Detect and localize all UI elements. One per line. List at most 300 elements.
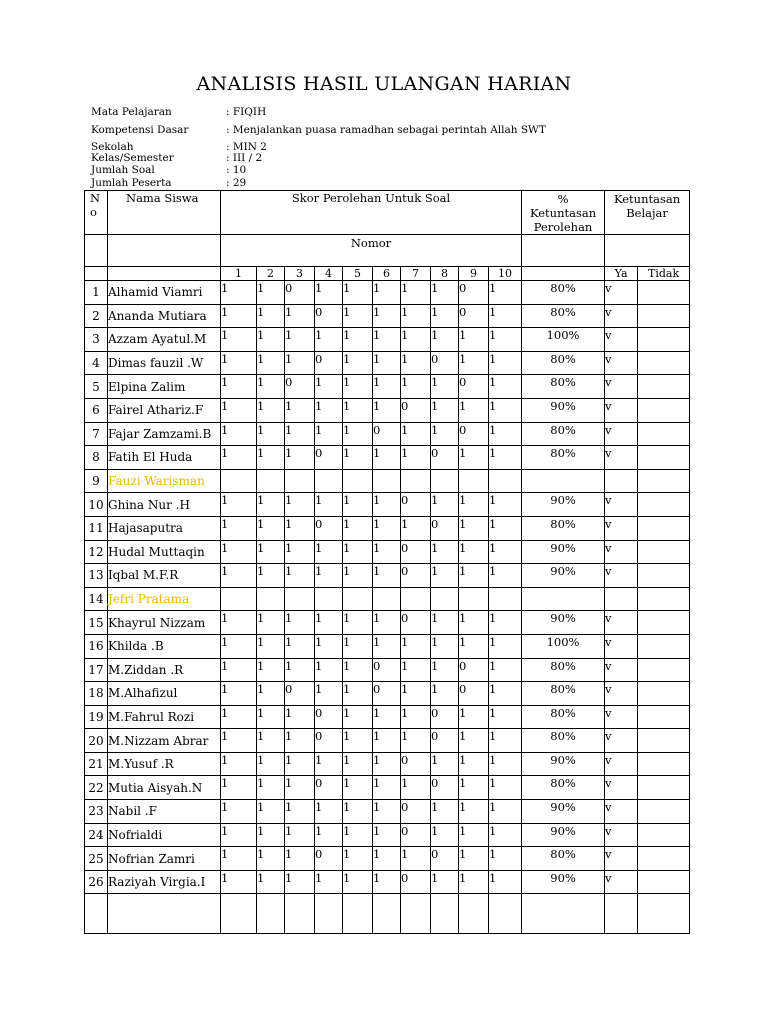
student-name: Ghina Nur .H [108, 493, 221, 517]
student-name: Fauzi Warisman [108, 469, 221, 493]
info-value: : FIQIH [226, 106, 267, 118]
score-cell: 0 [315, 776, 343, 800]
score-cell: 1 [257, 422, 285, 446]
score-cell: 1 [221, 351, 257, 375]
score-cell: 1 [315, 611, 343, 635]
score-cell: 0 [315, 351, 343, 375]
score-cell: 1 [431, 564, 459, 588]
score-cell [431, 587, 459, 611]
ketuntasan-ya: v [605, 847, 638, 871]
score-cell [489, 587, 522, 611]
header-nomor-row [85, 235, 690, 267]
score-cell: 1 [343, 540, 373, 564]
row-number: 7 [85, 422, 108, 446]
ketuntasan-percent: 90% [522, 398, 605, 422]
ketuntasan-percent: 80% [522, 658, 605, 682]
header-nama-siswa: Nama Siswa [108, 191, 221, 235]
score-cell: 0 [373, 658, 401, 682]
row-number: 23 [85, 800, 108, 824]
score-cell: 0 [401, 611, 431, 635]
ketuntasan-ya: v [605, 422, 638, 446]
score-cell: 1 [315, 823, 343, 847]
score-cell: 1 [373, 564, 401, 588]
score-cell: 1 [459, 493, 489, 517]
ketuntasan-tidak [638, 281, 690, 305]
score-cell: 1 [373, 446, 401, 470]
header-cell-empty [522, 235, 605, 267]
score-cell: 0 [401, 800, 431, 824]
score-cell [221, 469, 257, 493]
ketuntasan-ya: v [605, 375, 638, 399]
score-cell: 1 [221, 375, 257, 399]
header-cell-empty [108, 235, 221, 267]
ketuntasan-tidak [638, 375, 690, 399]
score-cell: 1 [431, 870, 459, 894]
score-cell: 1 [221, 281, 257, 305]
score-cell: 1 [257, 705, 285, 729]
header-soal-2: 2 [257, 267, 285, 281]
score-cell: 1 [343, 304, 373, 328]
row-number: 17 [85, 658, 108, 682]
score-cell: 1 [257, 634, 285, 658]
score-cell: 1 [489, 281, 522, 305]
score-cell: 1 [221, 752, 257, 776]
score-cell [401, 587, 431, 611]
score-cell: 1 [343, 328, 373, 352]
header-ya: Ya [605, 267, 638, 281]
empty-cell [85, 894, 108, 934]
score-cell: 1 [489, 351, 522, 375]
ketuntasan-tidak [638, 398, 690, 422]
info-label: Kelas/Semester [91, 152, 174, 164]
score-cell: 0 [315, 847, 343, 871]
header-soal-8: 8 [431, 267, 459, 281]
score-cell: 1 [343, 422, 373, 446]
score-cell: 1 [373, 847, 401, 871]
score-cell: 1 [285, 398, 315, 422]
score-cell: 1 [285, 658, 315, 682]
table-row [85, 752, 690, 776]
score-cell: 0 [315, 729, 343, 753]
score-cell: 1 [257, 800, 285, 824]
score-cell: 1 [401, 422, 431, 446]
score-cell: 1 [489, 682, 522, 706]
row-number: 5 [85, 375, 108, 399]
ketuntasan-tidak [638, 587, 690, 611]
score-cell: 1 [221, 493, 257, 517]
header-ketuntasan-belajar: Ketuntasan Belajar [605, 191, 690, 235]
score-cell: 1 [257, 729, 285, 753]
score-cell: 0 [431, 351, 459, 375]
info-label: Jumlah Soal [91, 164, 155, 176]
ketuntasan-percent: 90% [522, 823, 605, 847]
score-cell: 1 [257, 682, 285, 706]
score-cell: 0 [285, 375, 315, 399]
ketuntasan-tidak [638, 304, 690, 328]
score-cell: 1 [431, 752, 459, 776]
score-cell: 1 [459, 752, 489, 776]
score-cell: 0 [315, 516, 343, 540]
score-cell: 1 [285, 847, 315, 871]
ketuntasan-ya: v [605, 705, 638, 729]
row-number: 13 [85, 564, 108, 588]
score-cell: 1 [285, 800, 315, 824]
score-cell [459, 587, 489, 611]
score-cell: 1 [401, 634, 431, 658]
score-cell: 1 [459, 516, 489, 540]
score-cell [315, 587, 343, 611]
score-cell: 1 [285, 516, 315, 540]
row-number: 8 [85, 446, 108, 470]
score-cell: 1 [285, 540, 315, 564]
score-cell: 1 [431, 800, 459, 824]
score-cell: 1 [315, 800, 343, 824]
score-cell: 0 [315, 304, 343, 328]
ketuntasan-tidak [638, 469, 690, 493]
score-cell: 1 [459, 847, 489, 871]
student-name: Nofrialdi [108, 823, 221, 847]
score-cell: 1 [343, 398, 373, 422]
score-cell: 1 [221, 398, 257, 422]
score-cell: 0 [285, 682, 315, 706]
score-cell: 1 [221, 823, 257, 847]
score-cell: 0 [401, 540, 431, 564]
info-value: : III / 2 [226, 152, 263, 164]
score-cell [257, 469, 285, 493]
score-cell: 1 [257, 776, 285, 800]
ketuntasan-percent: 80% [522, 422, 605, 446]
student-name: Khilda .B [108, 634, 221, 658]
score-cell: 1 [257, 281, 285, 305]
ketuntasan-tidak [638, 847, 690, 871]
ketuntasan-percent: 80% [522, 847, 605, 871]
table-row [85, 516, 690, 540]
empty-cell [522, 894, 605, 934]
score-cell: 1 [257, 493, 285, 517]
header-cell-empty [605, 235, 690, 267]
student-name: Mutia Aisyah.N [108, 776, 221, 800]
table-row [85, 682, 690, 706]
score-cell: 1 [257, 351, 285, 375]
ketuntasan-ya: v [605, 800, 638, 824]
score-cell: 1 [343, 516, 373, 540]
score-cell: 1 [373, 870, 401, 894]
score-cell: 0 [431, 847, 459, 871]
score-cell: 1 [343, 611, 373, 635]
student-name: Nabil .F [108, 800, 221, 824]
score-cell: 0 [401, 398, 431, 422]
student-name: Dimas fauzil .W [108, 351, 221, 375]
student-name: M.Yusuf .R [108, 752, 221, 776]
score-cell: 1 [221, 540, 257, 564]
score-cell: 1 [489, 800, 522, 824]
score-cell: 1 [373, 776, 401, 800]
ketuntasan-ya [605, 587, 638, 611]
score-cell: 0 [401, 870, 431, 894]
row-number: 21 [85, 752, 108, 776]
score-cell: 1 [373, 328, 401, 352]
table-row [85, 847, 690, 871]
score-cell: 0 [459, 375, 489, 399]
score-cell: 1 [285, 823, 315, 847]
ketuntasan-percent [522, 587, 605, 611]
ketuntasan-tidak [638, 611, 690, 635]
score-cell: 1 [431, 682, 459, 706]
ketuntasan-tidak [638, 729, 690, 753]
score-cell: 0 [459, 304, 489, 328]
score-cell: 1 [431, 328, 459, 352]
table-row [85, 800, 690, 824]
score-cell: 1 [257, 658, 285, 682]
score-cell: 1 [373, 752, 401, 776]
score-cell: 1 [489, 446, 522, 470]
ketuntasan-percent: 90% [522, 564, 605, 588]
score-cell: 1 [221, 564, 257, 588]
score-cell: 0 [431, 705, 459, 729]
header-soal-row [85, 267, 690, 281]
header-skor: Skor Perolehan Untuk Soal [221, 191, 522, 235]
score-cell: 1 [221, 304, 257, 328]
score-cell [431, 469, 459, 493]
ketuntasan-tidak [638, 564, 690, 588]
score-cell: 1 [221, 800, 257, 824]
header-soal-5: 5 [343, 267, 373, 281]
row-number: 18 [85, 682, 108, 706]
ketuntasan-percent: 80% [522, 705, 605, 729]
ketuntasan-tidak [638, 870, 690, 894]
table-row [85, 634, 690, 658]
score-cell: 0 [431, 446, 459, 470]
ketuntasan-percent: 90% [522, 752, 605, 776]
score-cell: 0 [459, 682, 489, 706]
score-cell: 1 [343, 446, 373, 470]
score-cell: 1 [373, 611, 401, 635]
score-cell: 1 [489, 304, 522, 328]
score-cell: 0 [459, 658, 489, 682]
score-cell: 1 [257, 398, 285, 422]
score-cell: 1 [257, 328, 285, 352]
score-cell [221, 587, 257, 611]
table-row [85, 776, 690, 800]
student-name: M.Nizzam Abrar [108, 729, 221, 753]
table-row [85, 870, 690, 894]
score-cell: 1 [315, 281, 343, 305]
score-cell [401, 469, 431, 493]
score-cell: 1 [373, 800, 401, 824]
score-cell: 1 [373, 281, 401, 305]
row-number: 12 [85, 540, 108, 564]
ketuntasan-ya: v [605, 634, 638, 658]
student-name: Fairel Athariz.F [108, 398, 221, 422]
score-cell: 1 [221, 422, 257, 446]
score-cell: 1 [431, 422, 459, 446]
row-number: 6 [85, 398, 108, 422]
score-cell: 1 [489, 658, 522, 682]
score-cell: 1 [221, 705, 257, 729]
info-value: : 10 [226, 164, 247, 176]
score-cell [343, 587, 373, 611]
ketuntasan-tidak [638, 776, 690, 800]
ketuntasan-tidak [638, 422, 690, 446]
score-cell: 1 [401, 304, 431, 328]
table-row [85, 281, 690, 305]
info-value: : Menjalankan puasa ramadhan sebagai perintah Allah SWT [226, 124, 546, 136]
ketuntasan-tidak [638, 516, 690, 540]
score-cell: 1 [221, 634, 257, 658]
score-cell: 1 [401, 375, 431, 399]
ketuntasan-tidak [638, 634, 690, 658]
row-number: 20 [85, 729, 108, 753]
score-cell: 1 [459, 328, 489, 352]
empty-cell [401, 894, 431, 934]
table-row [85, 446, 690, 470]
table-row [85, 611, 690, 635]
table-row [85, 422, 690, 446]
score-cell: 0 [401, 823, 431, 847]
score-cell: 0 [401, 564, 431, 588]
score-cell: 1 [315, 422, 343, 446]
score-cell: 1 [489, 540, 522, 564]
student-name: Alhamid Viamri [108, 281, 221, 305]
ketuntasan-ya: v [605, 776, 638, 800]
score-cell: 1 [315, 493, 343, 517]
score-cell: 1 [489, 422, 522, 446]
info-label: Kompetensi Dasar [91, 124, 189, 136]
score-cell: 1 [489, 328, 522, 352]
student-name: Hudal Muttaqin [108, 540, 221, 564]
score-cell: 1 [401, 847, 431, 871]
header-persen-ketuntasan: % Ketuntasan Perolehan [522, 191, 605, 235]
header-soal-1: 1 [221, 267, 257, 281]
score-cell: 1 [373, 705, 401, 729]
header-row [85, 191, 690, 235]
score-cell: 1 [431, 634, 459, 658]
table-row [85, 658, 690, 682]
ketuntasan-tidak [638, 705, 690, 729]
student-name: Fajar Zamzami.B [108, 422, 221, 446]
ketuntasan-ya: v [605, 682, 638, 706]
score-cell [343, 469, 373, 493]
score-cell: 1 [315, 752, 343, 776]
score-cell: 1 [373, 540, 401, 564]
score-cell: 1 [459, 800, 489, 824]
ketuntasan-percent: 90% [522, 800, 605, 824]
score-cell: 1 [431, 493, 459, 517]
score-cell: 1 [431, 823, 459, 847]
ketuntasan-percent: 80% [522, 776, 605, 800]
header-soal-4: 4 [315, 267, 343, 281]
empty-cell [343, 894, 373, 934]
score-cell: 1 [285, 705, 315, 729]
score-cell: 1 [343, 752, 373, 776]
score-cell: 1 [257, 611, 285, 635]
score-cell: 1 [221, 516, 257, 540]
score-cell: 1 [315, 634, 343, 658]
table-row [85, 398, 690, 422]
ketuntasan-percent: 90% [522, 870, 605, 894]
score-cell: 1 [285, 446, 315, 470]
ketuntasan-tidak [638, 351, 690, 375]
ketuntasan-percent: 100% [522, 328, 605, 352]
row-number: 19 [85, 705, 108, 729]
score-cell: 1 [343, 776, 373, 800]
score-cell: 1 [373, 398, 401, 422]
score-cell: 1 [489, 752, 522, 776]
score-cell: 1 [401, 776, 431, 800]
score-cell [373, 469, 401, 493]
score-cell [285, 469, 315, 493]
ketuntasan-percent: 80% [522, 516, 605, 540]
score-cell: 1 [257, 847, 285, 871]
score-cell: 0 [431, 776, 459, 800]
score-cell: 1 [285, 752, 315, 776]
score-cell: 1 [315, 540, 343, 564]
score-cell: 0 [401, 493, 431, 517]
score-cell: 1 [285, 776, 315, 800]
score-cell: 1 [221, 847, 257, 871]
ketuntasan-tidak [638, 540, 690, 564]
empty-cell [605, 894, 638, 934]
score-cell: 1 [285, 729, 315, 753]
score-cell: 1 [257, 540, 285, 564]
score-cell: 1 [401, 705, 431, 729]
score-cell: 1 [221, 729, 257, 753]
student-name: Ananda Mutiara [108, 304, 221, 328]
score-cell: 1 [459, 705, 489, 729]
score-cell: 1 [489, 611, 522, 635]
score-cell: 1 [257, 516, 285, 540]
score-cell: 1 [315, 658, 343, 682]
student-name: Jefri Pratama [108, 587, 221, 611]
row-number: 9 [85, 469, 108, 493]
student-name: Azzam Ayatul.M [108, 328, 221, 352]
score-cell: 1 [343, 634, 373, 658]
info-label: Sekolah [91, 141, 134, 153]
score-cell: 1 [343, 682, 373, 706]
score-cell: 1 [343, 729, 373, 753]
row-number: 15 [85, 611, 108, 635]
ketuntasan-ya: v [605, 729, 638, 753]
ketuntasan-ya: v [605, 658, 638, 682]
score-cell: 1 [343, 281, 373, 305]
score-cell: 1 [315, 682, 343, 706]
empty-cell [108, 894, 221, 934]
score-cell: 1 [431, 281, 459, 305]
table-row [85, 328, 690, 352]
score-cell: 1 [401, 328, 431, 352]
score-cell [459, 469, 489, 493]
score-cell: 1 [343, 823, 373, 847]
score-cell: 1 [221, 658, 257, 682]
info-label: Jumlah Peserta [91, 177, 172, 189]
score-cell: 1 [221, 776, 257, 800]
row-number: 16 [85, 634, 108, 658]
score-cell: 1 [343, 493, 373, 517]
score-cell: 1 [489, 729, 522, 753]
score-cell: 1 [257, 823, 285, 847]
student-name: Nofrian Zamri [108, 847, 221, 871]
header-cell-empty [85, 267, 108, 281]
table-row [85, 304, 690, 328]
score-cell: 0 [315, 446, 343, 470]
score-cell: 1 [489, 398, 522, 422]
table-row [85, 564, 690, 588]
score-cell: 1 [343, 351, 373, 375]
ketuntasan-ya: v [605, 446, 638, 470]
row-number: 26 [85, 870, 108, 894]
score-cell: 1 [459, 823, 489, 847]
ketuntasan-tidak [638, 752, 690, 776]
